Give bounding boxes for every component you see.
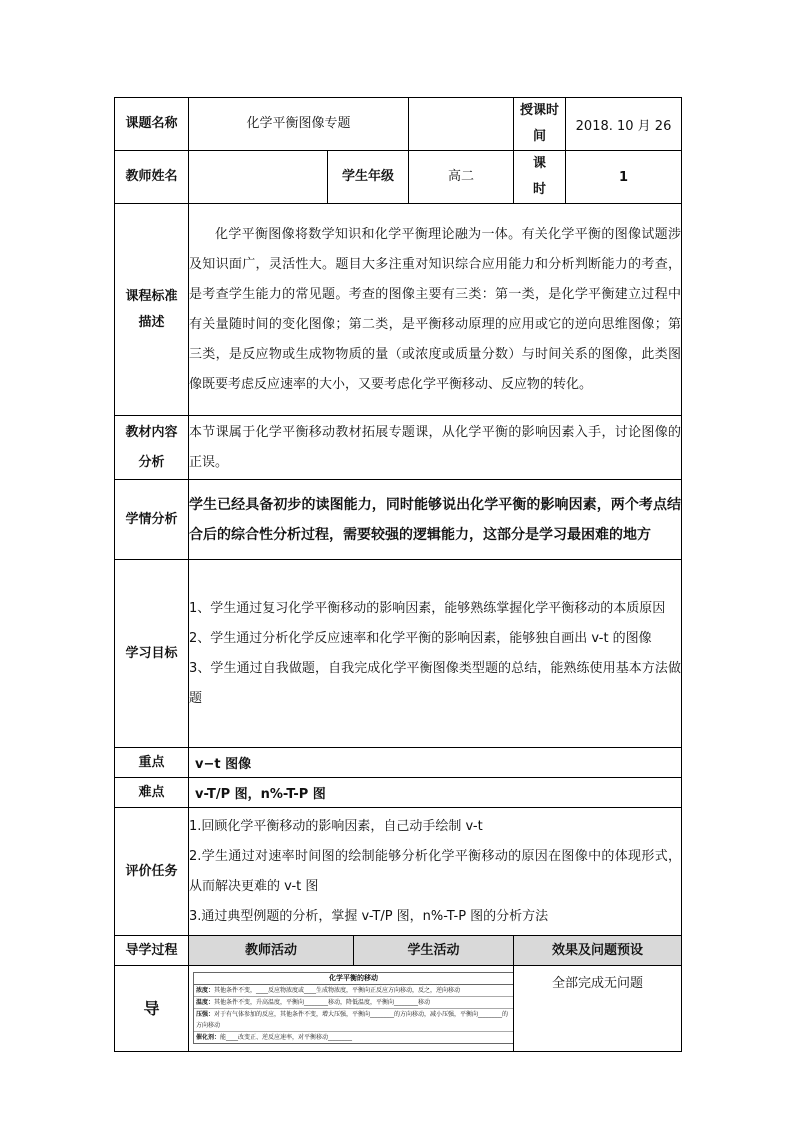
curriculum-label: 课程标准描述: [115, 204, 189, 416]
goal-item: 3、学生通过自我做题，自我完成化学平衡图像类型题的总结，能熟练使用基本方法做题: [189, 660, 682, 706]
student-label: 学情分析: [115, 480, 189, 560]
evaluation-item: 1.回顾化学平衡移动的影响因素，自己动手绘制 v-t: [189, 818, 483, 834]
guide-effect: 全部完成无问题: [514, 966, 682, 1052]
topic-label: 课题名称: [115, 98, 189, 151]
grade-label: 学生年级: [328, 151, 409, 204]
hours-label: 课 时: [514, 151, 566, 204]
inner-row: 温度：其他条件不变，升高温度，平衡向________移动，降低温度，平衡向________移动: [194, 997, 513, 1009]
topic-value: 化学平衡图像专题: [189, 98, 409, 151]
inner-title: 化学平衡的移动: [194, 973, 513, 985]
evaluation-item: 2.学生通过对速率时间图的绘制能够分析化学平衡移动的原因在图像中的体现形式，从而解决更难的 v-t 图: [189, 848, 682, 894]
effect-header: 效果及问题预设: [514, 936, 682, 966]
goal-item: 1、学生通过复习化学平衡移动的影响因素，能够熟练掌握化学平衡移动的本质原因: [189, 600, 666, 616]
time-value: 2018. 10 月 26: [566, 98, 682, 151]
inner-row: 催化剂：能____改变正、逆反应速率，对平衡移动________: [196, 1034, 353, 1041]
difficulty-text: v-T/P 图，n%-T-P 图: [189, 778, 682, 808]
evaluation-item: 3.通过典型例题的分析，掌握 v-T/P 图，n%-T-P 图的分析方法: [189, 908, 549, 924]
student-text: 学生已经具备初步的读图能力，同时能够说出化学平衡的影响因素，两个考点结合后的综合性分析过程，需要较强的逻辑能力，这部分是学习最困难的地方: [189, 480, 682, 560]
evaluation-label: 评价任务: [115, 808, 189, 936]
guide-activity: [189, 966, 514, 1052]
material-text: 本节课属于化学平衡移动教材拓展专题课，从化学平衡的影响因素入手，讨论图像的正误。: [189, 416, 682, 480]
goals-list: [189, 560, 682, 748]
guide-label: 导: [115, 966, 189, 1052]
key-point-label: 重点: [115, 748, 189, 778]
material-label: 教材内容分析: [115, 416, 189, 480]
lesson-plan: [114, 97, 681, 1052]
equilibrium-shift-table: [193, 972, 514, 1044]
lesson-plan-table: [114, 97, 682, 1052]
curriculum-text: 化学平衡图像将数学知识和化学平衡理论融为一体。有关化学平衡的图像试题涉及知识面广，灵活性大。题目大多注重对知识综合应用能力和分析判断能力的考查，是考查学生能力的常见题。考查的图像主要有三类：第一类，是化学平衡建立过程中有关量随时间的变化图像；第二类，是平衡移动原理的应用或它的逆向思维图像；第三类，是反应物或生成物物质的量（或浓度或质量分数）与时间关系的图像，此类图像既要考虑反应速率的大小，又要考虑化学平衡移动、反应物的转化。: [189, 204, 682, 416]
hours-value: 1: [566, 151, 682, 204]
time-label: 授课时间: [514, 98, 566, 151]
teacher-activity-header: 教师活动: [189, 936, 354, 966]
key-point-text: v−t 图像: [189, 748, 682, 778]
teacher-value: [189, 151, 328, 204]
difficulty-label: 难点: [115, 778, 189, 808]
student-activity-header: 学生活动: [354, 936, 514, 966]
grade-value: 高二: [409, 151, 514, 204]
teacher-label: 教师姓名: [115, 151, 189, 204]
inner-row: 浓度：其他条件不变，____反应物浓度或____生成物浓度，平衡向正反应方向移动，反之，逆向移动: [194, 985, 513, 997]
process-header: 导学过程: [115, 936, 189, 966]
goals-label: 学习目标: [115, 560, 189, 748]
evaluation-list: [189, 808, 682, 936]
goal-item: 2、学生通过分析化学反应速率和化学平衡的影响因素，能够独自画出 v-t 的图像: [189, 630, 652, 646]
inner-row: 压强：对于有气体参加的反应，其他条件不变，增大压强，平衡向________的方向移动，减小压强，平衡向________的方向移动: [194, 1009, 513, 1032]
